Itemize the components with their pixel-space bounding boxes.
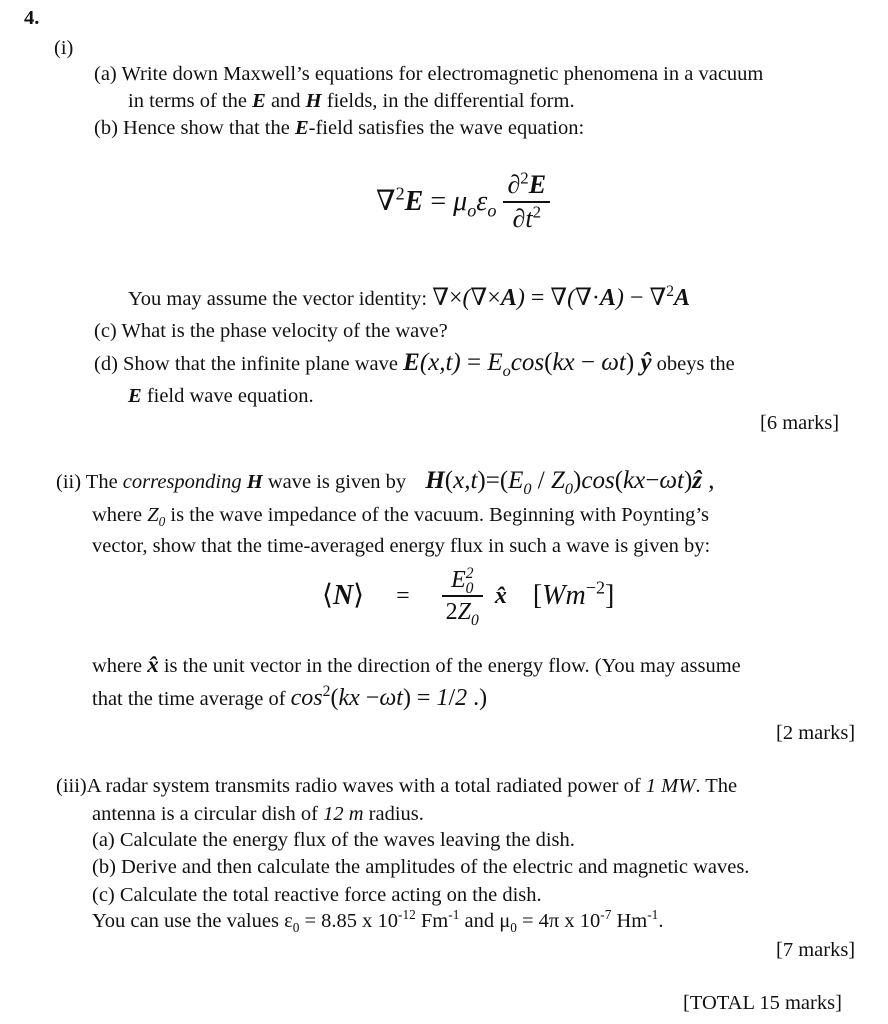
part-ii-marks: [2 marks] <box>776 722 856 744</box>
part-iii-line2: antenna is a circular dish of 12 m radius. <box>92 803 424 825</box>
part-i-marks: [6 marks] <box>760 412 840 434</box>
part-ii-where: where x̂ is the unit vector in the direction of the energy flow. (You may assume <box>92 652 741 677</box>
part-ii-line2: where $Z_0$ is the wave impedance of the vacuum. Beginning with Poynting’s <box>92 504 710 530</box>
part-i-a-line1: (a) Write down Maxwell’s equations for electromagnetic phenomena in a vacuum <box>94 63 764 85</box>
part-i-a-line2: in terms of the E and H fields, in the differential form. <box>128 90 575 112</box>
part-i-b: (b) Hence show that the E-field satisfies the wave equation: <box>94 117 585 139</box>
part-iii-b: (b) Derive and then calculate the amplitudes of the electric and magnetic waves. <box>92 856 750 878</box>
part-i-c: (c) What is the phase velocity of the wave? <box>94 320 448 342</box>
part-iii-marks: [7 marks] <box>776 939 856 961</box>
part-iii-a: (a) Calculate the energy flux of the waves leaving the dish. <box>92 829 575 851</box>
vector-identity: You may assume the vector identity: ∇×(∇×A) = ∇(∇·A) − ∇$^2$A <box>128 283 691 311</box>
part-ii-average: that the time average of $\cos^2(kx -\omega t) = 1/2$ .) <box>92 683 488 711</box>
question-number: 4. <box>24 7 40 29</box>
part-ii-line3: vector, show that the time-averaged energy flux in such a wave is given by: <box>92 535 711 557</box>
part-iii-c: (c) Calculate the total reactive force acting on the dish. <box>92 884 542 906</box>
wave-equation: $\nabla^2E = \mu_o\varepsilon_o$ $\frac{\partial^2E}{\partial t^2}$ <box>376 172 550 232</box>
total-marks: [TOTAL 15 marks] <box>683 992 842 1014</box>
energy-flux-equation: ⟨N⟩ = $\frac{E^2_0}{2Z_0}$ x̂ $[Wm^{-2}]$ <box>322 565 615 629</box>
part-iii-line1: (iii)A radar system transmits radio waves with a total radiated power of 1 MW. The <box>56 775 738 797</box>
part-iii-values: You can use the values $\varepsilon_0 = 8.85$ x $10^{-12}$ $Fm^{-1}$ and $\mu_0 = 4\pi$ x $10^{-7}$ $Hm^{-1}$. <box>92 907 664 936</box>
part-i-d-line2: E field wave equation. <box>128 385 314 407</box>
part-i-d: (d) Show that the infinite plane wave $E(x,t) = E_o\cos(kx - \omega t)$ ŷ obeys the <box>94 349 735 380</box>
part-ii-line1: (ii) The corresponding H wave is given by $H(x,t)=(E_0$ / $Z_0)\cos(kx-\omega t)ẑ$ , <box>56 467 715 498</box>
part-i-label: (i) <box>54 37 74 59</box>
